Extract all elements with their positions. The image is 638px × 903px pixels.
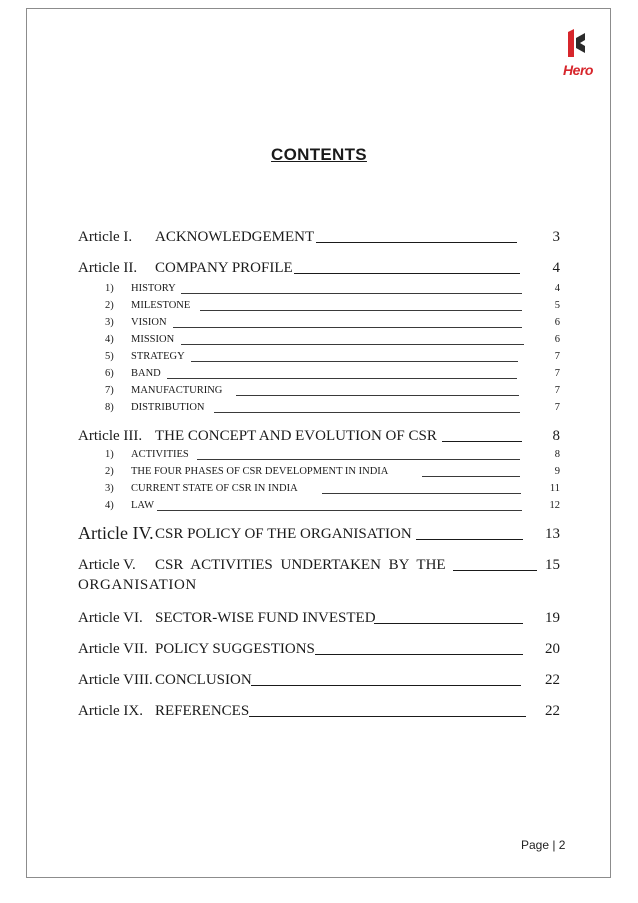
leader-line <box>191 361 518 362</box>
subitem-number: 4) <box>105 500 114 511</box>
subitem-number: 2) <box>105 300 114 311</box>
subitem-page: 6 <box>554 317 560 328</box>
subitem-number: 1) <box>105 283 114 294</box>
leader-line <box>181 344 524 345</box>
subitem-number: 6) <box>105 368 114 379</box>
subitem-page: 12 <box>549 500 560 511</box>
subitem-number: 3) <box>105 483 114 494</box>
subitem-title: CURRENT STATE OF CSR IN INDIA <box>131 483 298 494</box>
article-label: Article II. <box>78 260 138 276</box>
article-page: 15 <box>545 557 560 573</box>
subitem-page: 7 <box>554 385 560 396</box>
leader-line <box>416 539 523 540</box>
subitem-number: 8) <box>105 402 114 413</box>
article-page: 4 <box>552 260 560 276</box>
article-page: 22 <box>545 703 560 719</box>
leader-line <box>322 493 521 494</box>
article-page: 13 <box>545 526 560 542</box>
article-label: Article IX. <box>78 703 143 719</box>
subitem-page: 4 <box>554 283 560 294</box>
subitem-title: DISTRIBUTION <box>131 402 205 413</box>
article-page: 8 <box>552 428 560 444</box>
subitem-title: MISSION <box>131 334 175 345</box>
leader-line <box>197 459 520 460</box>
leader-line <box>453 570 537 571</box>
article-page: 20 <box>545 641 560 657</box>
article-label: Article V. <box>78 557 136 573</box>
logo-text: Hero <box>563 62 593 78</box>
subitem-page: 7 <box>554 368 560 379</box>
leader-line <box>422 476 520 477</box>
article-page: 22 <box>545 672 560 688</box>
article-title: REFERENCES <box>155 703 250 719</box>
subitem-page: 6 <box>554 334 560 345</box>
subitem-title: BAND <box>131 368 161 379</box>
article-label: Article VIII. <box>78 672 153 688</box>
subitem-page: 11 <box>549 483 560 494</box>
subitem-title: MILESTONE <box>131 300 191 311</box>
leader-line <box>167 378 517 379</box>
subitem-title: LAW <box>131 500 155 511</box>
subitem-title: ACTIVITIES <box>131 449 189 460</box>
subitem-title: VISION <box>131 317 167 328</box>
leader-line <box>181 293 522 294</box>
leader-line <box>214 412 520 413</box>
leader-line <box>316 242 517 243</box>
article-label: Article III. <box>78 428 143 444</box>
leader-line <box>374 623 523 624</box>
subitem-title: THE FOUR PHASES OF CSR DEVELOPMENT IN INDIA <box>131 466 389 477</box>
article-title-continued: ORGANISATION <box>78 577 197 593</box>
subitem-number: 2) <box>105 466 114 477</box>
subitem-page: 9 <box>554 466 560 477</box>
article-label: Article I. <box>78 229 133 245</box>
leader-line <box>200 310 522 311</box>
article-title: CONCLUSION <box>155 672 252 688</box>
leader-line <box>249 716 526 717</box>
article-title: SECTOR-WISE FUND INVESTED <box>155 610 376 626</box>
subitem-number: 4) <box>105 334 114 345</box>
article-title: THE CONCEPT AND EVOLUTION OF CSR <box>155 428 437 444</box>
article-label: Article IV. <box>78 523 154 543</box>
hero-mark-icon <box>566 28 590 58</box>
subitem-page: 8 <box>554 449 560 460</box>
leader-line <box>236 395 519 396</box>
subitem-page: 7 <box>554 351 560 362</box>
leader-line <box>315 654 523 655</box>
article-label: Article VII. <box>78 641 148 657</box>
subitem-number: 7) <box>105 385 114 396</box>
subitem-title: STRATEGY <box>131 351 185 362</box>
article-page: 3 <box>552 229 560 245</box>
article-page: 19 <box>545 610 560 626</box>
article-title: POLICY SUGGESTIONS <box>155 641 315 657</box>
leader-line <box>157 510 522 511</box>
subitem-number: 3) <box>105 317 114 328</box>
article-title: COMPANY PROFILE <box>155 260 293 276</box>
subitem-number: 1) <box>105 449 114 460</box>
article-title: ACKNOWLEDGEMENT <box>155 229 315 245</box>
leader-line <box>173 327 522 328</box>
leader-line <box>442 441 522 442</box>
contents-heading: CONTENTS <box>271 145 367 164</box>
subitem-page: 5 <box>554 300 560 311</box>
subitem-title: HISTORY <box>131 283 176 294</box>
leader-line <box>251 685 521 686</box>
hero-logo <box>553 28 603 80</box>
article-title: CSR POLICY OF THE ORGANISATION <box>155 526 412 542</box>
subitem-title: MANUFACTURING <box>131 385 223 396</box>
article-title: CSR ACTIVITIES UNDERTAKEN BY THE <box>155 557 446 573</box>
subitem-number: 5) <box>105 351 114 362</box>
subitem-page: 7 <box>554 402 560 413</box>
leader-line <box>294 273 520 274</box>
article-label: Article VI. <box>78 610 143 626</box>
page-number-footer: Page | 2 <box>521 838 566 852</box>
